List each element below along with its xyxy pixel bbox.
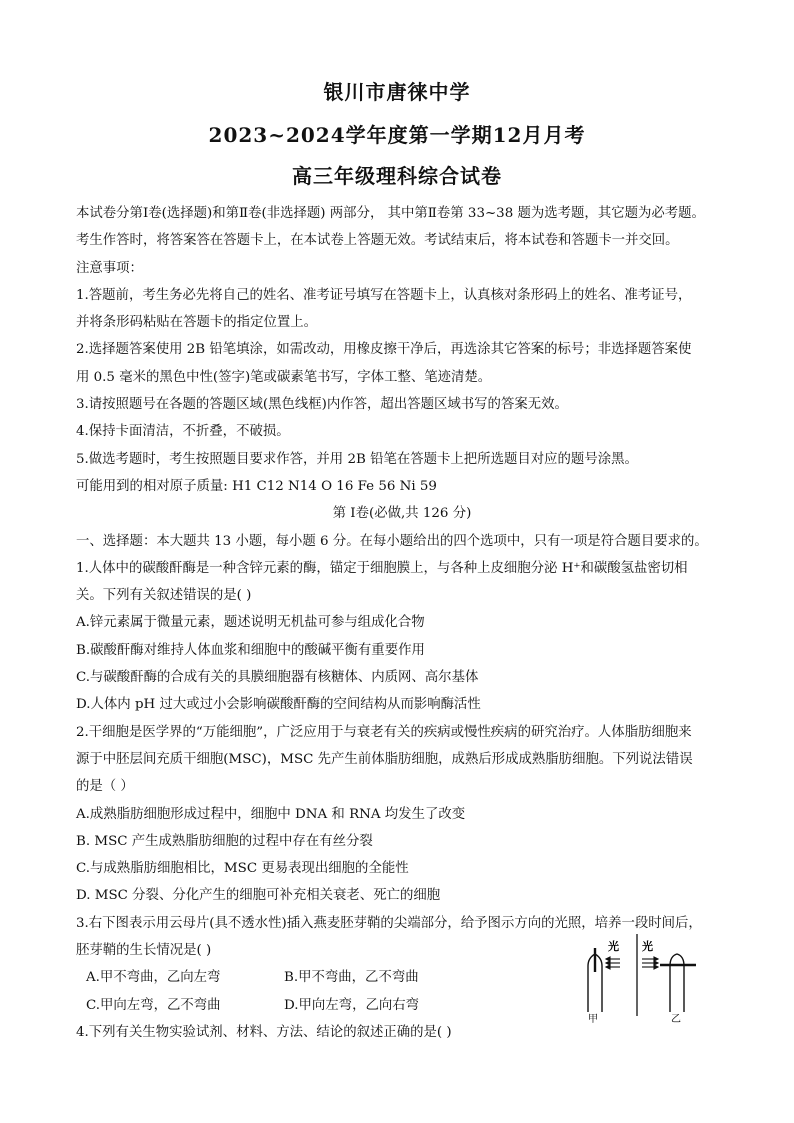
school-name: 银川市唐徕中学 bbox=[323, 80, 471, 104]
question-3-option-d: D.甲向左弯，乙向右弯 bbox=[284, 997, 420, 1013]
question-2-stem: 的是（ ） bbox=[76, 779, 134, 795]
question-1-option-a: A.锌元素属于微量元素，题述说明无机盐可参与组成化合物 bbox=[76, 615, 425, 631]
exam-title: 2023~2024学年度第一学期12月月考 bbox=[208, 123, 586, 147]
notice-item: 3.请按照题号在各题的答题区域(黑色线框)内作答，超出答题区域书写的答案无效。 bbox=[76, 397, 568, 413]
question-3-stem: 胚芽鞘的生长情况是( ) bbox=[76, 943, 212, 959]
notice-item: 1.答题前，考生务必先将自己的姓名、准考证号填写在答题卡上，认真核对条形码上的姓名、准考证号， bbox=[76, 287, 692, 303]
light-label-right: 光 bbox=[642, 940, 653, 953]
question-2-stem: 2.干细胞是医学界的“万能细胞”，广泛应用于与衰老有关的疾病或慢性疾病的研究治疗。人体脂肪细胞来 bbox=[76, 724, 692, 740]
question-3-option-b: B.甲不弯曲，乙不弯曲 bbox=[284, 970, 419, 986]
question-2-option-d: D. MSC 分裂、分化产生的细胞可补充相关衰老、死亡的细胞 bbox=[76, 888, 441, 904]
coleoptile-figure bbox=[576, 932, 716, 1024]
notice-item: 2.选择题答案使用 2B 铅笔填涂，如需改动，用橡皮擦干净后，再选涂其它答案的标号；非选择题答案使 bbox=[76, 342, 692, 358]
label-jia: 甲 bbox=[588, 1014, 598, 1024]
notice-item: 并将条形码粘贴在答题卡的指定位置上。 bbox=[76, 315, 318, 331]
question-1-option-c: C.与碳酸酐酶的合成有关的具膜细胞器有核糖体、内质网、高尔基体 bbox=[76, 670, 479, 686]
question-3-option-a: A.甲不弯曲，乙向左弯 bbox=[86, 970, 221, 986]
paper-title: 高三年级理科综合试卷 bbox=[292, 164, 502, 188]
light-label-left: 光 bbox=[608, 940, 619, 953]
atomic-masses: 可能用到的相对原子质量: H1 C12 N14 O 16 Fe 56 Ni 59 bbox=[76, 478, 437, 494]
question-2-stem: 源于中胚层间充质干细胞(MSC)，MSC 先产生前体脂肪细胞，成熟后形成成熟脂肪细胞。下列说法错误 bbox=[76, 751, 693, 767]
notice-item: 用 0.5 毫米的黑色中性(签字)笔或碳素笔书写，字体工整、笔迹清楚。 bbox=[76, 369, 492, 385]
question-1-stem: 关。下列有关叙述错误的是( ) bbox=[76, 588, 252, 604]
section-title: 第 Ⅰ卷(必做,共 126 分) bbox=[332, 506, 472, 522]
intro-line: 本试卷分第Ⅰ卷(选择题)和第Ⅱ卷(非选择题) 两部分， 其中第Ⅱ卷第 33~38 题为选考题，其它题为必考题。 bbox=[76, 206, 705, 221]
question-2-option-a: A.成熟脂肪细胞形成过程中，细胞中 DNA 和 RNA 均发生了改变 bbox=[76, 806, 466, 822]
question-1-option-b: B.碳酸酐酶对维持人体血浆和细胞中的酸碱平衡有重要作用 bbox=[76, 642, 425, 658]
question-2-option-c: C.与成熟脂肪细胞相比，MSC 更易表现出细胞的全能性 bbox=[76, 861, 409, 877]
light-arrows-right bbox=[642, 957, 658, 969]
question-2-option-b: B. MSC 产生成熟脂肪细胞的过程中存在有丝分裂 bbox=[76, 833, 373, 849]
light-arrows-left bbox=[606, 957, 620, 969]
notice-heading: 注意事项： bbox=[76, 260, 143, 276]
label-yi: 乙 bbox=[671, 1014, 681, 1024]
question-3-option-c: C.甲向左弯，乙不弯曲 bbox=[86, 997, 221, 1013]
question-3-stem: 3.右下图表示用云母片(具不透水性)插入燕麦胚芽鞘的尖端部分，给予图示方向的光照，培养一段时间后， bbox=[76, 915, 702, 931]
question-4-stem: 4.下列有关生物实验试剂、材料、方法、结论的叙述正确的是( ) bbox=[76, 1024, 452, 1040]
question-1-stem: 1.人体中的碳酸酐酶是一种含锌元素的酶，锚定于细胞膜上，与各种上皮细胞分泌 H⁺和碳酸氢盐密切相 bbox=[76, 560, 688, 576]
coleoptile-yi bbox=[660, 954, 696, 1012]
exam-body bbox=[76, 200, 728, 1046]
notice-item: 5.做选考题时，考生按照题目要求作答，并用 2B 铅笔在答题卡上把所选题目对应的题号涂黑。 bbox=[76, 451, 638, 467]
coleoptile-jia bbox=[588, 948, 602, 1012]
intro-line: 考生作答时，将答案答在答题卡上，在本试卷上答题无效。考试结束后，将本试卷和答题卡一并交回。 bbox=[76, 233, 679, 249]
question-1-option-d: D.人体内 pH 过大或过小会影响碳酸酐酶的空间结构从而影响酶活性 bbox=[76, 697, 481, 713]
notice-item: 4.保持卡面清洁，不折叠，不破损。 bbox=[76, 424, 290, 440]
section-instruction: 一、选择题：本大题共 13 小题，每小题 6 分。在每小题给出的四个选项中，只有一项是符合题目要求的。 bbox=[76, 533, 708, 549]
